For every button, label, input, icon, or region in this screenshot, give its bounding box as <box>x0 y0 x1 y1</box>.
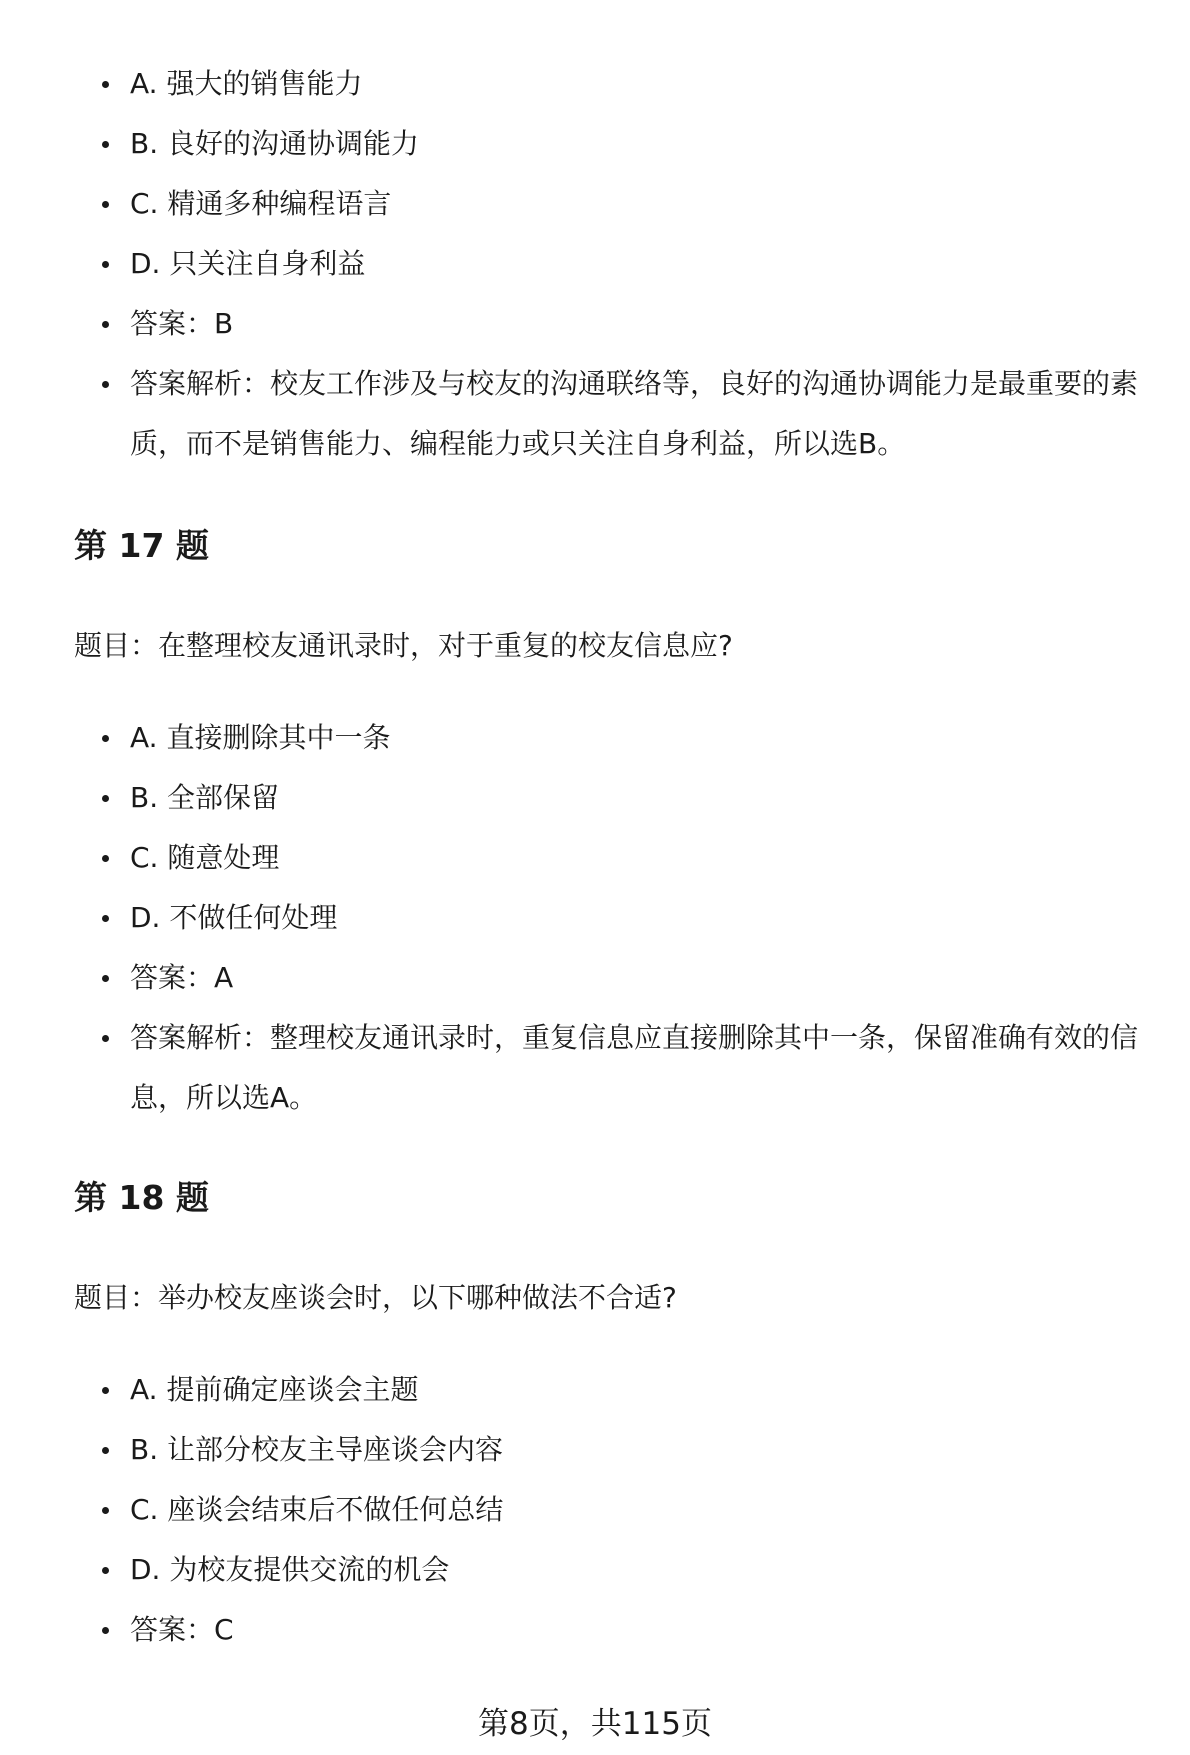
q18-answer: 答案：C <box>102 1600 1162 1660</box>
page-number-footer: 第8页，共115页 <box>478 1706 712 1742</box>
q17-question: 题目：在整理校友通讯录时，对于重复的校友信息应? <box>74 629 733 662</box>
q16-option-b: B. 良好的沟通协调能力 <box>102 114 1162 174</box>
q18-question: 题目：举办校友座谈会时，以下哪种做法不合适? <box>74 1281 677 1314</box>
q17-option-d: D. 不做任何处理 <box>102 888 1162 948</box>
q16-option-c: C. 精通多种编程语言 <box>102 174 1162 234</box>
q17-explanation: 答案解析：整理校友通讯录时，重复信息应直接删除其中一条，保留准确有效的信息，所以选A。 <box>102 1008 1162 1128</box>
q16-answer: 答案：B <box>102 294 1162 354</box>
q18-option-c: C. 座谈会结束后不做任何总结 <box>102 1480 1162 1540</box>
q17-option-list <box>102 708 1162 1128</box>
q16-option-d: D. 只关注自身利益 <box>102 234 1162 294</box>
q18-option-a: A. 提前确定座谈会主题 <box>102 1360 1162 1420</box>
q17-option-a: A. 直接删除其中一条 <box>102 708 1162 768</box>
q17-option-b: B. 全部保留 <box>102 768 1162 828</box>
q16-option-list <box>102 54 1162 474</box>
q18-option-b: B. 让部分校友主导座谈会内容 <box>102 1420 1162 1480</box>
q18-heading: 第 18 题 <box>74 1178 209 1217</box>
q17-option-c: C. 随意处理 <box>102 828 1162 888</box>
q16-option-a: A. 强大的销售能力 <box>102 54 1162 114</box>
q18-option-d: D. 为校友提供交流的机会 <box>102 1540 1162 1600</box>
q18-option-list <box>102 1360 1162 1660</box>
q17-heading: 第 17 题 <box>74 526 209 565</box>
q16-explanation: 答案解析：校友工作涉及与校友的沟通联络等，良好的沟通协调能力是最重要的素质，而不是销售能力、编程能力或只关注自身利益，所以选B。 <box>102 354 1162 474</box>
q17-answer: 答案：A <box>102 948 1162 1008</box>
